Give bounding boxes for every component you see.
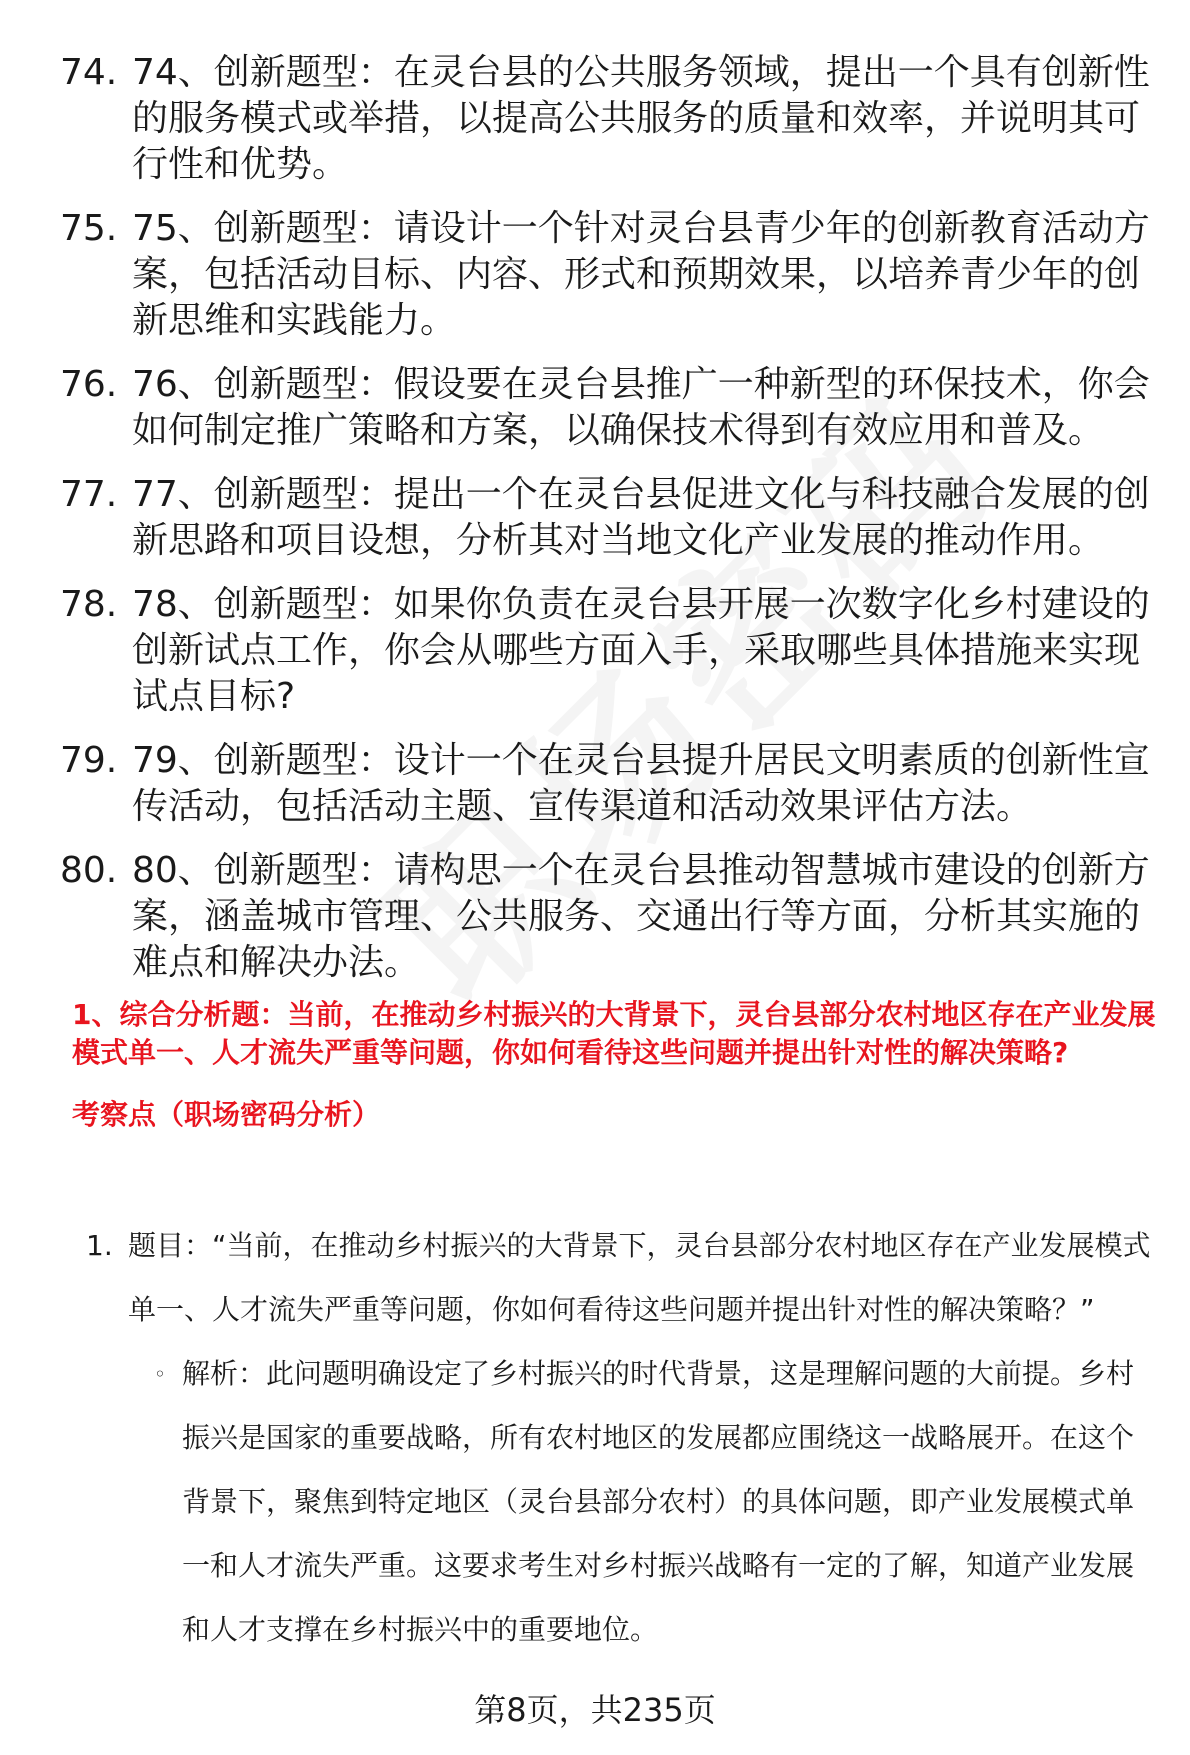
list-item-number: 75. bbox=[60, 208, 118, 249]
analysis-block bbox=[86, 1214, 1166, 1662]
list-item-number: 78. bbox=[60, 584, 118, 625]
list-item-text: 79、创新题型：设计一个在灵台县提升居民文明素质的创新性宣传活动，包括活动主题、宣传渠道和活动效果评估方法。 bbox=[132, 740, 1150, 827]
page-footer: 第8页，共235页 bbox=[474, 1691, 716, 1729]
list-item bbox=[60, 582, 1160, 720]
section-header bbox=[72, 996, 1162, 1134]
list-item-number: 77. bbox=[60, 474, 118, 515]
ordered-list-text: 题目：“当前，在推动乡村振兴的大背景下，灵台县部分农村地区存在产业发展模式单一、人才流失严重等问题，你如何看待这些问题并提出针对性的解决策略？” bbox=[128, 1229, 1151, 1326]
list-item bbox=[60, 206, 1160, 344]
list-item-number: 80. bbox=[60, 850, 118, 891]
ordered-list-item bbox=[86, 1214, 1166, 1342]
list-item bbox=[60, 362, 1160, 454]
list-item-text: 76、创新题型：假设要在灵台县推广一种新型的环保技术，你会如何制定推广策略和方案，以确保技术得到有效应用和普及。 bbox=[132, 364, 1150, 451]
bullet-icon: ◦ bbox=[154, 1362, 166, 1386]
list-item-number: 76. bbox=[60, 364, 118, 405]
sub-list-text: 解析：此问题明确设定了乡村振兴的时代背景，这是理解问题的大前提。乡村振兴是国家的重要战略，所有农村地区的发展都应围绕这一战略展开。在这个背景下，聚焦到特定地区（灵台县部分农村）的具体问题，即产业发展模式单一和人才流失严重。这要求考生对乡村振兴战略有一定的了解，知道产业发展和人才支撑在乡村振兴中的重要地位。 bbox=[182, 1357, 1135, 1646]
section-subtitle: 考察点（职场密码分析） bbox=[72, 1098, 381, 1131]
list-item-number: 79. bbox=[60, 740, 118, 781]
list-item-text: 77、创新题型：提出一个在灵台县促进文化与科技融合发展的创新思路和项目设想，分析其对当地文化产业发展的推动作用。 bbox=[132, 474, 1150, 561]
list-item-text: 80、创新题型：请构思一个在灵台县推动智慧城市建设的创新方案，涵盖城市管理、公共服务、交通出行等方面，分析其实施的难点和解决办法。 bbox=[132, 850, 1150, 983]
list-item-text: 78、创新题型：如果你负责在灵台县开展一次数字化乡村建设的创新试点工作，你会从哪些方面入手，采取哪些具体措施来实现试点目标? bbox=[132, 584, 1150, 717]
list-item-text: 74、创新题型：在灵台县的公共服务领域，提出一个具有创新性的服务模式或举措，以提高公共服务的质量和效率，并说明其可行性和优势。 bbox=[132, 52, 1150, 185]
sub-list-item bbox=[154, 1342, 1166, 1662]
list-item bbox=[60, 472, 1160, 564]
list-item-number: 74. bbox=[60, 52, 118, 93]
list-item bbox=[60, 848, 1160, 986]
list-item bbox=[60, 50, 1160, 188]
question-list bbox=[60, 50, 1160, 1004]
list-item bbox=[60, 738, 1160, 830]
section-title: 1、综合分析题：当前，在推动乡村振兴的大背景下，灵台县部分农村地区存在产业发展模式单一、人才流失严重等问题，你如何看待这些问题并提出针对性的解决策略? bbox=[72, 998, 1156, 1069]
list-item-text: 75、创新题型：请设计一个针对灵台县青少年的创新教育活动方案，包括活动目标、内容、形式和预期效果，以培养青少年的创新思维和实践能力。 bbox=[132, 208, 1150, 341]
ordered-list-number: 1. bbox=[86, 1229, 113, 1262]
